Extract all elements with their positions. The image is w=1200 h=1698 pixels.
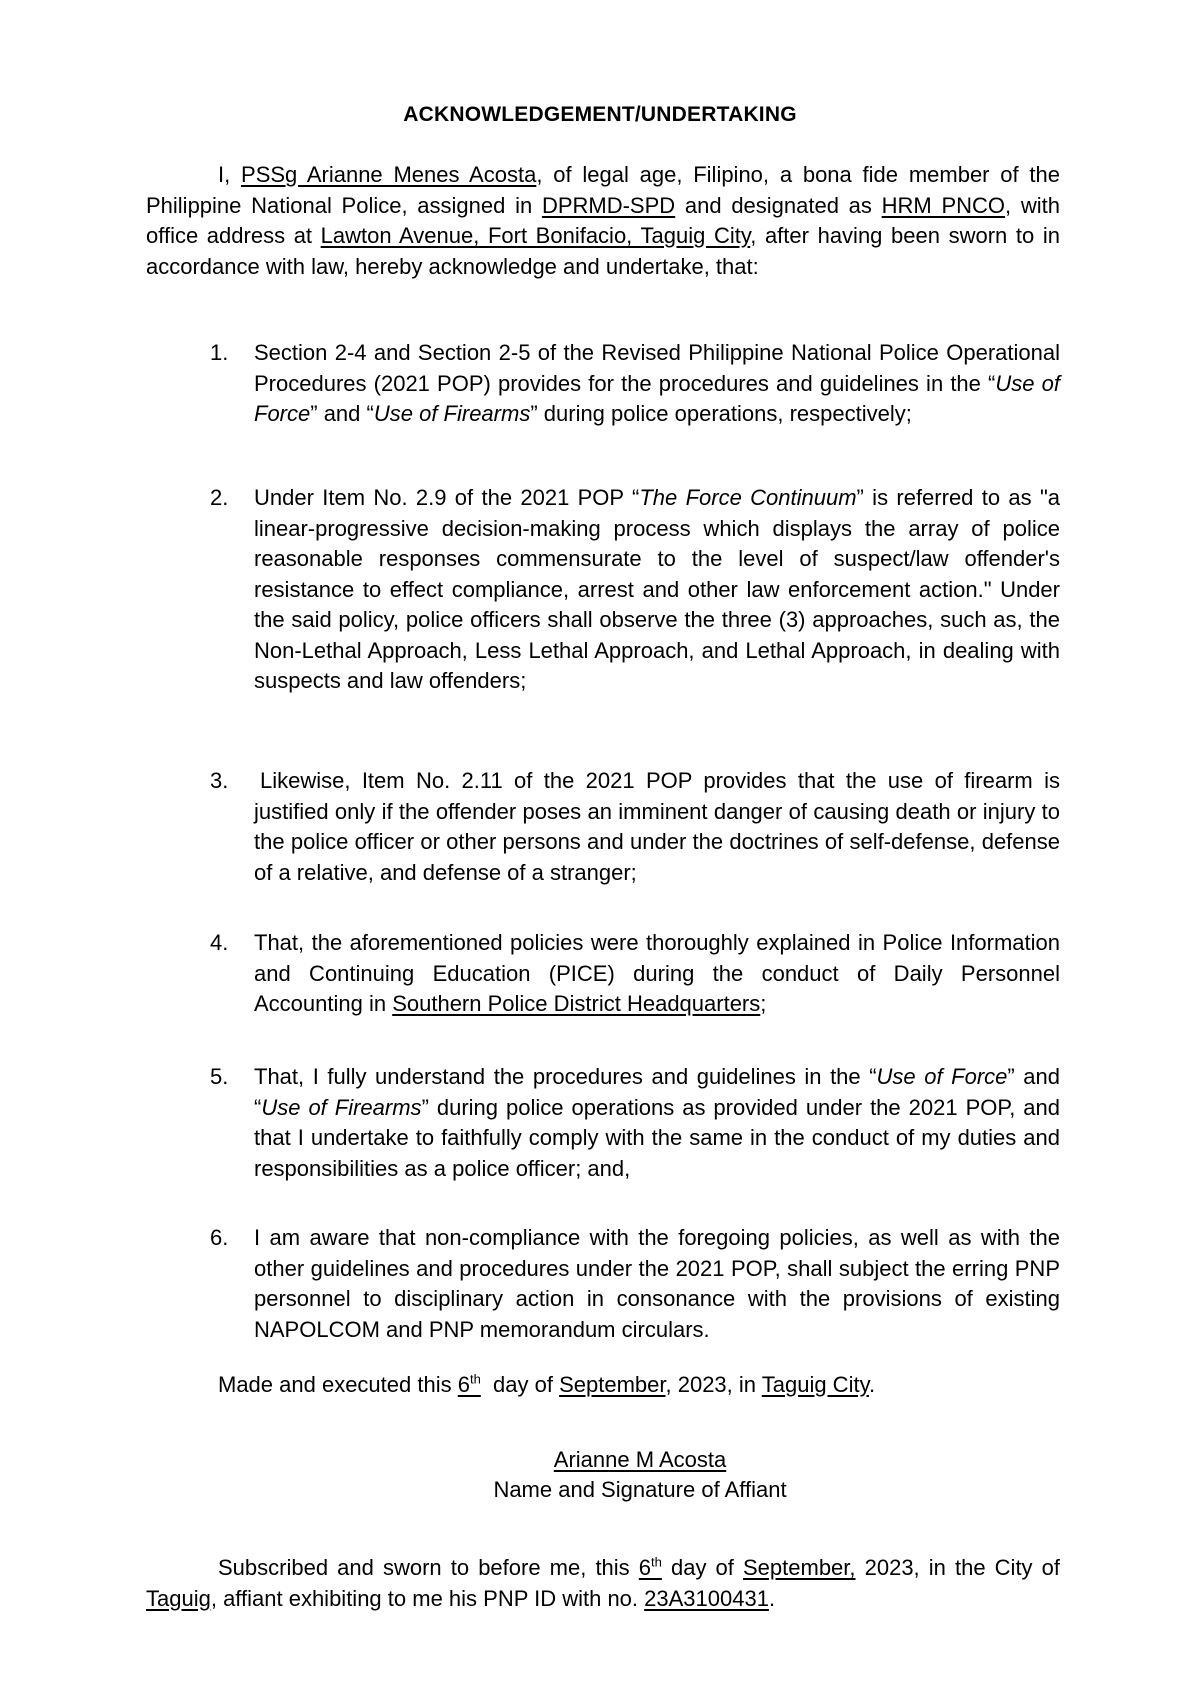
item-text-part: Section 2-4 and Section 2-5 of the Revised Philippine National Police Operational Procedures (2021 POP) provides for the procedures and guidelines in the “ (254, 340, 1060, 396)
affiant-signature-name (0, 1445, 1200, 1476)
item-italic-term: Use of Force (254, 370, 1060, 426)
item-text-part: That, I fully understand the procedures and guidelines in the “ (254, 1064, 877, 1089)
jurat-city: Taguig (146, 1585, 211, 1611)
intro-text: I, (218, 162, 242, 187)
made-text: day of (480, 1372, 560, 1397)
item-text-part: ” and “ (310, 401, 374, 426)
item-number: 6. (210, 1225, 229, 1250)
intro-text: , of legal age, Filipino, a bona fide member of the Philippine National Police, assigned in (146, 162, 1060, 218)
item-underlined-term: Southern Police District Headquarters (392, 991, 761, 1016)
item-text-part: Likewise, Item No. 2.11 of the 2021 POP provides that the use of firearm is justified only if the offender poses an imminent danger of causing death or injury to the police officer or other persons and under the doctrines of self-defense, defense of a relative, and defense of a stranger; (254, 768, 1060, 885)
assigned-unit: DPRMD-SPD (541, 192, 676, 218)
made-text: , 2023, in (665, 1372, 762, 1397)
item-number: 4. (210, 930, 229, 955)
intro-text: , with office address at (146, 192, 1060, 248)
item-text (254, 928, 1060, 1020)
affiant-full-name: PSSg Arianne Menes Acosta (241, 162, 537, 187)
jurat-text: , affiant exhibiting to me his PNP ID with no. (210, 1585, 645, 1611)
jurat-paragraph (146, 1553, 1060, 1614)
execution-city: Taguig City (761, 1372, 869, 1397)
item-text-part: ” during police operations, respectively; (530, 401, 912, 426)
made-text: Made and executed this (218, 1372, 458, 1397)
item-text-part: ” during police operations as provided under the 2021 POP, and that I undertake to faithfully comply with the same in the conduct of my duties and responsibilities as a police officer; and, (254, 1094, 1060, 1181)
jurat-day-suffix: th (651, 1554, 662, 1570)
execution-day-number: 6 (457, 1372, 470, 1397)
item-text (254, 338, 1060, 430)
item-number: 2. (210, 485, 229, 510)
item-text (254, 1062, 1060, 1184)
document-title: ACKNOWLEDGEMENT/UNDERTAKING (403, 103, 797, 126)
jurat-day (639, 1555, 662, 1580)
intro-paragraph (146, 160, 1060, 282)
item-text (254, 766, 1060, 888)
jurat-day-number: 6 (638, 1555, 652, 1580)
execution-day (458, 1372, 481, 1397)
made-text: . (868, 1372, 876, 1397)
item-text-part: Under Item No. 2.9 of the 2021 POP “ (254, 485, 640, 510)
item-number: 1. (210, 340, 229, 365)
execution-statement (218, 1370, 1058, 1401)
item-number: 5. (210, 1064, 229, 1089)
item-text-part: ” is referred to as "a linear-progressive decision-making process which displays the array of police reasonable responses commensurate to the level of suspect/law offender's resistance to effect compliance, arrest and other law enforcement action." Under the said policy, police officers shall observe the three (3) approaches, such as, the Non-Lethal Approach, Less Lethal Approach, and Lethal Approach, in dealing with suspects and law offenders; (254, 485, 1061, 693)
pnp-id-number: 23A3100431 (644, 1585, 769, 1611)
item-italic-term: Use of Firearms (261, 1094, 422, 1120)
designation: HRM PNCO (881, 192, 1006, 218)
intro-text: and designated as (675, 192, 882, 218)
jurat-text: Subscribed and sworn to before me, this (218, 1555, 639, 1580)
item-number: 3. (210, 768, 229, 793)
office-address: Lawton Avenue, Fort Bonifacio, Taguig City (320, 223, 751, 248)
intro-text: , after having been sworn to in accordance with law, hereby acknowledge and undertake, that: (146, 223, 1060, 279)
item-text-part: That, the aforementioned policies were thoroughly explained in Police Information and Continuing Education (PICE) during the conduct of Daily Personnel Accounting in (254, 930, 1060, 1016)
jurat-text: . (768, 1585, 776, 1611)
item-italic-term: The Force Continuum (639, 485, 857, 510)
affiant-name: Arianne M Acosta (553, 1447, 727, 1472)
item-italic-term: Use of Firearms (373, 401, 531, 426)
jurat-text: day of (661, 1555, 743, 1580)
jurat-text: 2023, in the City of (855, 1555, 1060, 1580)
execution-day-suffix: th (469, 1371, 481, 1387)
item-text (254, 483, 1060, 697)
item-italic-term: Use of Force (876, 1064, 1008, 1089)
item-text-part: ” and “ (254, 1064, 1060, 1120)
affiant-caption: Name and Signature of Affiant (493, 1477, 787, 1502)
item-text (254, 1223, 1060, 1345)
item-text-part: I am aware that non-compliance with the foregoing policies, as well as with the other guidelines and procedures under the 2021 POP, shall subject the erring PNP personnel to disciplinary action in consonance with the provisions of existing NAPOLCOM and PNP memorandum circulars. (254, 1225, 1060, 1342)
item-text-part: ; (760, 991, 767, 1016)
execution-month: September (559, 1372, 666, 1397)
jurat-month: September, (743, 1555, 856, 1580)
